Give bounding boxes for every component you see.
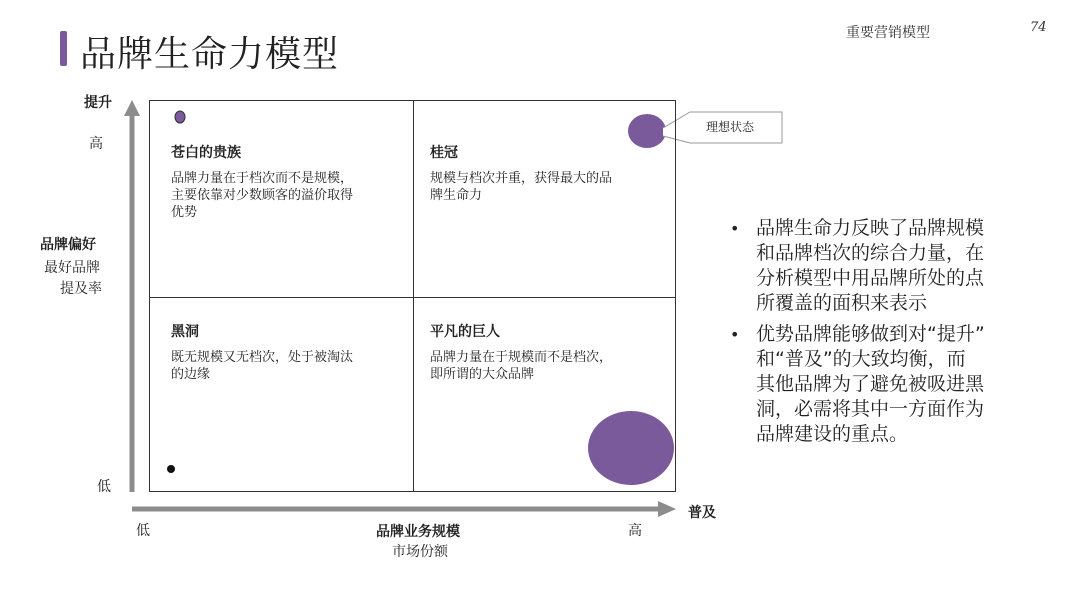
- bullet-line: 分析模型中用品牌所处的点: [756, 267, 985, 289]
- section-label: 重要营销模型: [846, 25, 930, 41]
- quadrant-title: 平凡的巨人: [430, 324, 500, 340]
- desc-line: 即所谓的大众品牌: [430, 367, 535, 382]
- bullet-line: 品牌生命力反映了品牌规模: [756, 217, 985, 239]
- quadrant-description: [430, 170, 660, 204]
- x-axis-end-label: 普及: [688, 505, 716, 521]
- quadrant-description: [430, 349, 660, 383]
- bullet-dot-icon: •: [730, 325, 740, 344]
- x-axis-low-label: 低: [136, 523, 150, 539]
- bullet-text: [756, 216, 984, 316]
- bullet-item: [730, 322, 1050, 447]
- bullet-dot-icon: •: [730, 219, 740, 238]
- bullet-item: [730, 216, 1050, 316]
- y-axis-low-label: 低: [97, 479, 111, 495]
- x-axis-title: 品牌业务规模: [376, 524, 460, 540]
- bullet-line: 和品牌档次的综合力量，在: [756, 242, 985, 264]
- ideal-state-label: 理想状态: [706, 120, 755, 134]
- quadrant-title: 苍白的贵族: [171, 145, 241, 161]
- y-axis-subtitle-line1: 最好品牌: [44, 260, 100, 276]
- bullet-line: 所覆盖的面积来表示: [756, 292, 928, 314]
- desc-line: 品牌力量在于档次而不是规模，: [171, 171, 354, 186]
- bullet-list: [730, 216, 1050, 453]
- y-axis-high-label: 高: [89, 136, 103, 152]
- desc-line: 的边缘: [171, 367, 211, 382]
- x-axis-subtitle: 市场份额: [392, 544, 448, 560]
- bullet-line: 优势品牌能够做到对“提升”: [756, 323, 985, 345]
- quadrant-description: [171, 170, 401, 221]
- bullet-line: 和“普及”的大致均衡，而: [756, 348, 966, 370]
- desc-line: 优势: [171, 205, 198, 220]
- desc-line: 既无规模又无档次，处于被淘汰: [171, 350, 354, 365]
- quadrant-title: 桂冠: [430, 145, 458, 161]
- x-axis-arrowhead: [658, 501, 676, 517]
- desc-line: 牌生命力: [430, 188, 483, 203]
- grid-vertical-divider: [413, 100, 414, 492]
- y-axis-end-label: 提升: [84, 95, 112, 111]
- desc-line: 规模与档次并重，获得最大的品: [430, 171, 613, 186]
- page-number: 74: [1030, 20, 1047, 35]
- grid-horizontal-divider: [149, 297, 676, 298]
- bullet-line: 洞，必需将其中一方面作为: [756, 398, 985, 420]
- quadrant-top-left: [171, 142, 401, 221]
- quadrant-bottom-left: [171, 321, 401, 383]
- quadrant-bottom-right: [430, 321, 660, 383]
- bullet-line: 其他品牌为了避免被吸进黑: [756, 373, 985, 395]
- page-title: 品牌生命力模型: [80, 34, 340, 75]
- x-axis-high-label: 高: [628, 523, 642, 539]
- y-axis-arrowhead: [124, 100, 140, 116]
- bullet-text: [756, 322, 985, 447]
- bullet-line: 品牌建设的重点。: [756, 423, 909, 445]
- y-axis-subtitle-line2: 提及率: [60, 281, 102, 297]
- quadrant-top-right: [430, 142, 660, 204]
- desc-line: 主要依靠对少数顾客的溢价取得: [171, 188, 354, 203]
- desc-line: 品牌力量在于规模而不是档次，: [430, 350, 613, 365]
- y-axis-title: 品牌偏好: [40, 237, 96, 253]
- quadrant-description: [171, 349, 401, 383]
- quadrant-title: 黑洞: [171, 324, 199, 340]
